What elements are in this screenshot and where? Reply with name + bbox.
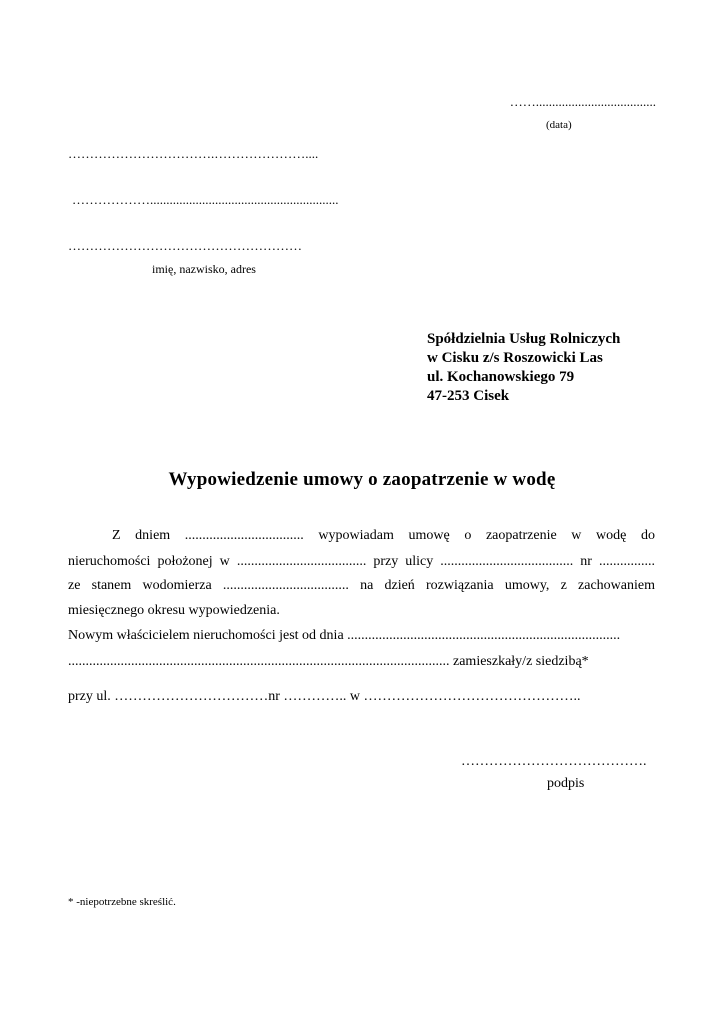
recipient-line-4: 47-253 Cisek xyxy=(427,388,510,404)
document-title: Wypowiedzenie umowy o zaopatrzenie w wodę xyxy=(168,469,556,490)
signature-field: …………………………………. xyxy=(461,754,647,769)
body-line-5: Nowym właścicielem nieruchomości jest od dnia .............................................................................. xyxy=(68,628,621,643)
body-line-7: przy ul. ……………………………nr ………….. w ……………………………………….. xyxy=(68,689,581,704)
recipient-line-1: Spółdzielnia Usług Rolniczych xyxy=(427,331,621,347)
body-line-4: miesięcznego okresu wypowiedzenia. xyxy=(68,603,280,618)
body-line-2: nieruchomości położonej w ..................................... przy ulicy ...................................... nr ................ xyxy=(68,554,655,569)
date-label: (data) xyxy=(546,119,572,131)
sender-label: imię, nazwisko, adres xyxy=(152,262,256,276)
body-line-1 xyxy=(68,528,655,544)
body-line-3: ze stanem wodomierza .................................... na dzień rozwiązania umowy, z zachowaniem xyxy=(68,578,655,593)
footnote: * -niepotrzebne skreślić. xyxy=(68,896,176,908)
recipient-line-3: ul. Kochanowskiego 79 xyxy=(427,369,575,385)
signature-label: podpis xyxy=(547,776,585,791)
recipient-line-2: w Cisku z/s Roszowicki Las xyxy=(427,350,603,366)
sender-line-3: ……………………………………………… xyxy=(68,238,302,253)
sender-line-2: ……………….......................................................... xyxy=(72,192,339,207)
body-line-6: ............................................................................................................. zamieszkały/z siedzibą* xyxy=(68,654,589,669)
date-field: ……..................................... xyxy=(509,94,656,109)
body-line-1-text: Z dniem .................................. wypowiadam umowę o zaopatrzenie w wodę do xyxy=(112,528,655,543)
sender-line-1: …………………………….………………….... xyxy=(68,146,319,161)
recipient-address xyxy=(427,330,620,406)
